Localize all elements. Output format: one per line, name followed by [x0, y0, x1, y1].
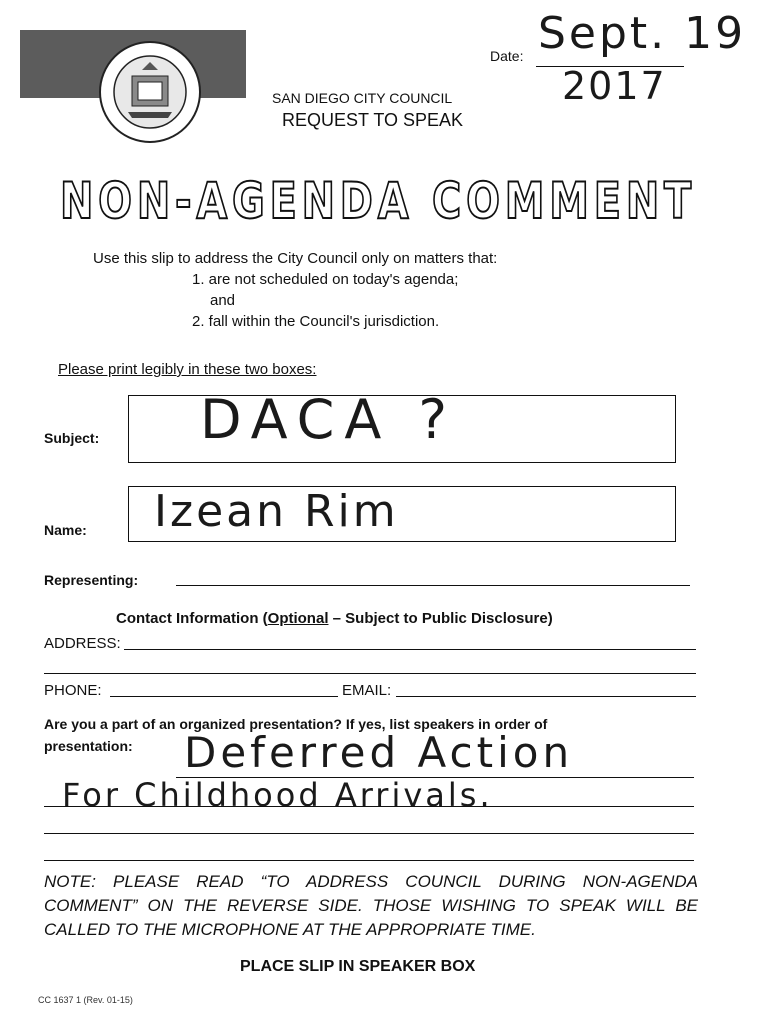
instruction-item-1: 1. are not scheduled on today's agenda; [192, 271, 459, 288]
request-to-speak-heading: REQUEST TO SPEAK [282, 110, 464, 130]
form-code: CC 1637 1 (Rev. 01-15) [38, 995, 133, 1005]
council-name: SAN DIEGO CITY COUNCIL [272, 90, 453, 106]
address-field-line-2[interactable] [44, 673, 696, 674]
date-label: Date: [490, 48, 524, 64]
title-text: NON-AGENDA COMMENT [60, 172, 696, 230]
print-legibly-note: Please print legibly in these two boxes: [58, 361, 317, 378]
presentation-question: Are you a part of an organized presentation? If yes, list speakers in order of [44, 716, 548, 732]
instruction-lead: Use this slip to address the City Council only on matters that: [93, 250, 498, 267]
presentation-field-line-4[interactable] [44, 860, 694, 861]
representing-field[interactable] [176, 585, 690, 586]
phone-label: PHONE: [44, 682, 102, 699]
presentation-field-line-2[interactable] [44, 806, 694, 807]
contact-heading-pre: Contact Information ( [116, 610, 268, 627]
contact-heading-post: – Subject to Public Disclosure) [328, 610, 553, 627]
address-label: ADDRESS: [44, 635, 121, 652]
instruction-item-2: 2. fall within the Council's jurisdiction. [192, 313, 440, 330]
phone-field[interactable] [110, 696, 338, 697]
contact-heading [116, 610, 553, 627]
presentation-field-line-3[interactable] [44, 833, 694, 834]
presentation-handwritten-line-2: For Childhood Arrivals. [62, 776, 493, 814]
name-label: Name: [44, 522, 87, 538]
non-agenda-comment-title [60, 170, 700, 234]
name-handwritten-value: Izean Rim [154, 486, 399, 537]
reverse-side-note: NOTE: PLEASE READ “TO ADDRESS COUNCIL DURING NON-AGENDA COMMENT” ON THE REVERSE SIDE. THOSE WISHING TO SPEAK WILL BE CALLED TO THE MICROPHONE AT THE APPROPRIATE TIME. [44, 872, 698, 939]
presentation-label: presentation: [44, 738, 133, 754]
subject-label: Subject: [44, 430, 100, 446]
place-slip-instruction: PLACE SLIP IN SPEAKER BOX [240, 958, 476, 975]
date-handwritten-day: Sept. 19 [538, 8, 747, 59]
representing-label: Representing: [44, 572, 139, 588]
address-field[interactable] [124, 649, 696, 650]
presentation-handwritten-line-1: Deferred Action [184, 728, 574, 777]
email-label: EMAIL: [342, 682, 392, 699]
city-seal-logo [98, 40, 202, 144]
email-field[interactable] [396, 696, 696, 697]
contact-heading-optional: Optional [267, 610, 329, 627]
subject-handwritten-value: DACA ? [200, 388, 458, 451]
instruction-and: and [210, 292, 236, 309]
date-handwritten-year: 2017 [562, 64, 667, 108]
